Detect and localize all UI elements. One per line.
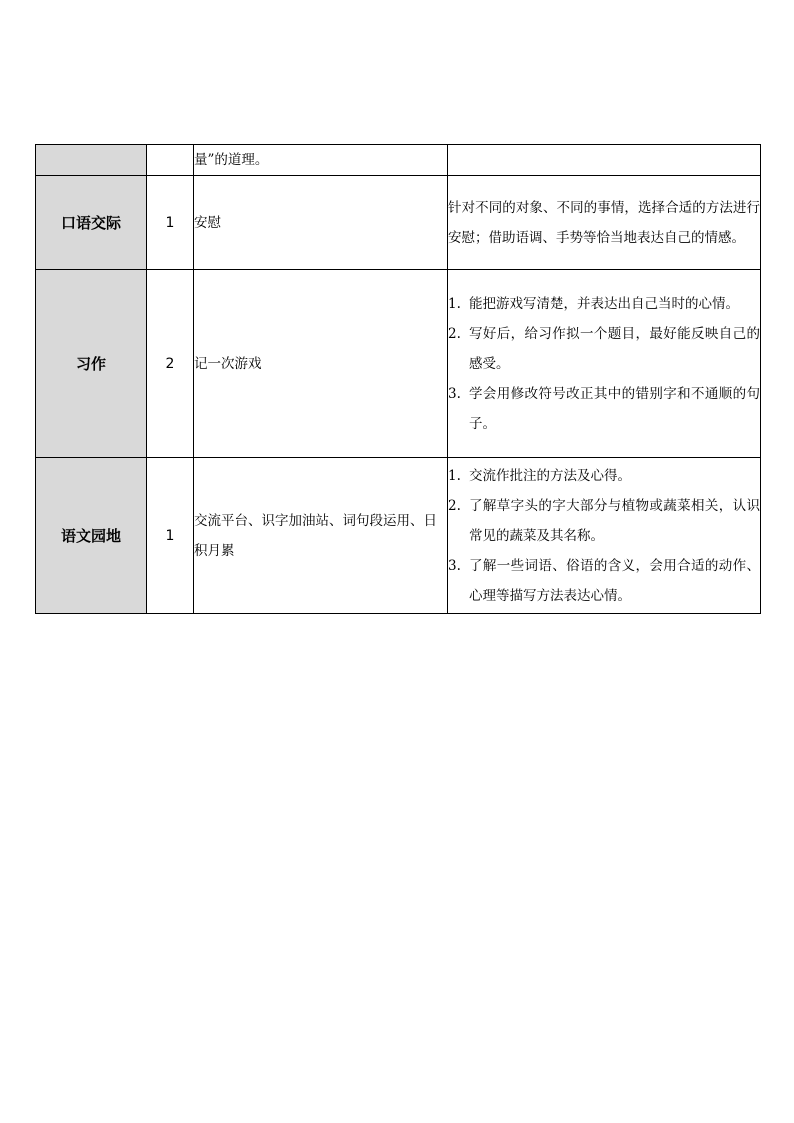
topic-cell: 记一次游戏 (194, 270, 448, 458)
category-cell: 语文园地 (36, 458, 147, 614)
count-cell: 1 (147, 458, 194, 614)
goal-item (448, 289, 760, 319)
count-cell: 2 (147, 270, 194, 458)
goal-number: 2. (448, 497, 461, 514)
goal-cell (448, 145, 761, 176)
count-cell (147, 145, 194, 176)
topic-cell: 安慰 (194, 176, 448, 270)
goal-number: 3. (448, 385, 461, 402)
table-row (36, 270, 761, 458)
category-cell: 习作 (36, 270, 147, 458)
goal-item (448, 319, 760, 379)
goal-text: 能把游戏写清楚，并表达出自己当时的心情。 (469, 295, 739, 312)
goal-number: 3. (448, 557, 461, 574)
table-row (36, 458, 761, 614)
topic-cell: 交流平台、识字加油站、词句段运用、日积月累 (194, 458, 448, 614)
table-row (36, 176, 761, 270)
goal-item (448, 379, 760, 439)
topic-cell: 量”的道理。 (194, 145, 448, 176)
goal-text: 写好后，给习作拟一个题目，最好能反映自己的感受。 (469, 325, 760, 372)
goal-item (448, 551, 760, 611)
count-cell: 1 (147, 176, 194, 270)
goal-number: 1. (448, 467, 461, 484)
goal-number: 2. (448, 325, 461, 342)
goal-cell (448, 458, 761, 614)
goal-text: 学会用修改符号改正其中的错别字和不通顺的句子。 (469, 385, 760, 432)
goal-item (448, 491, 760, 551)
goal-text: 了解一些词语、俗语的含义，会用合适的动作、心理等描写方法表达心情。 (469, 557, 760, 604)
table-row (36, 145, 761, 176)
goal-text: 交流作批注的方法及心得。 (469, 467, 631, 484)
lesson-plan-table (35, 144, 761, 614)
goal-text: 了解草字头的字大部分与植物或蔬菜相关，认识常见的蔬菜及其名称。 (469, 497, 760, 544)
goal-item (448, 461, 760, 491)
goal-cell (448, 270, 761, 458)
category-cell (36, 145, 147, 176)
goal-cell: 针对不同的对象、不同的事情，选择合适的方法进行安慰；借助语调、手势等恰当地表达自己的情感。 (448, 176, 761, 270)
category-cell: 口语交际 (36, 176, 147, 270)
goal-number: 1. (448, 295, 461, 312)
